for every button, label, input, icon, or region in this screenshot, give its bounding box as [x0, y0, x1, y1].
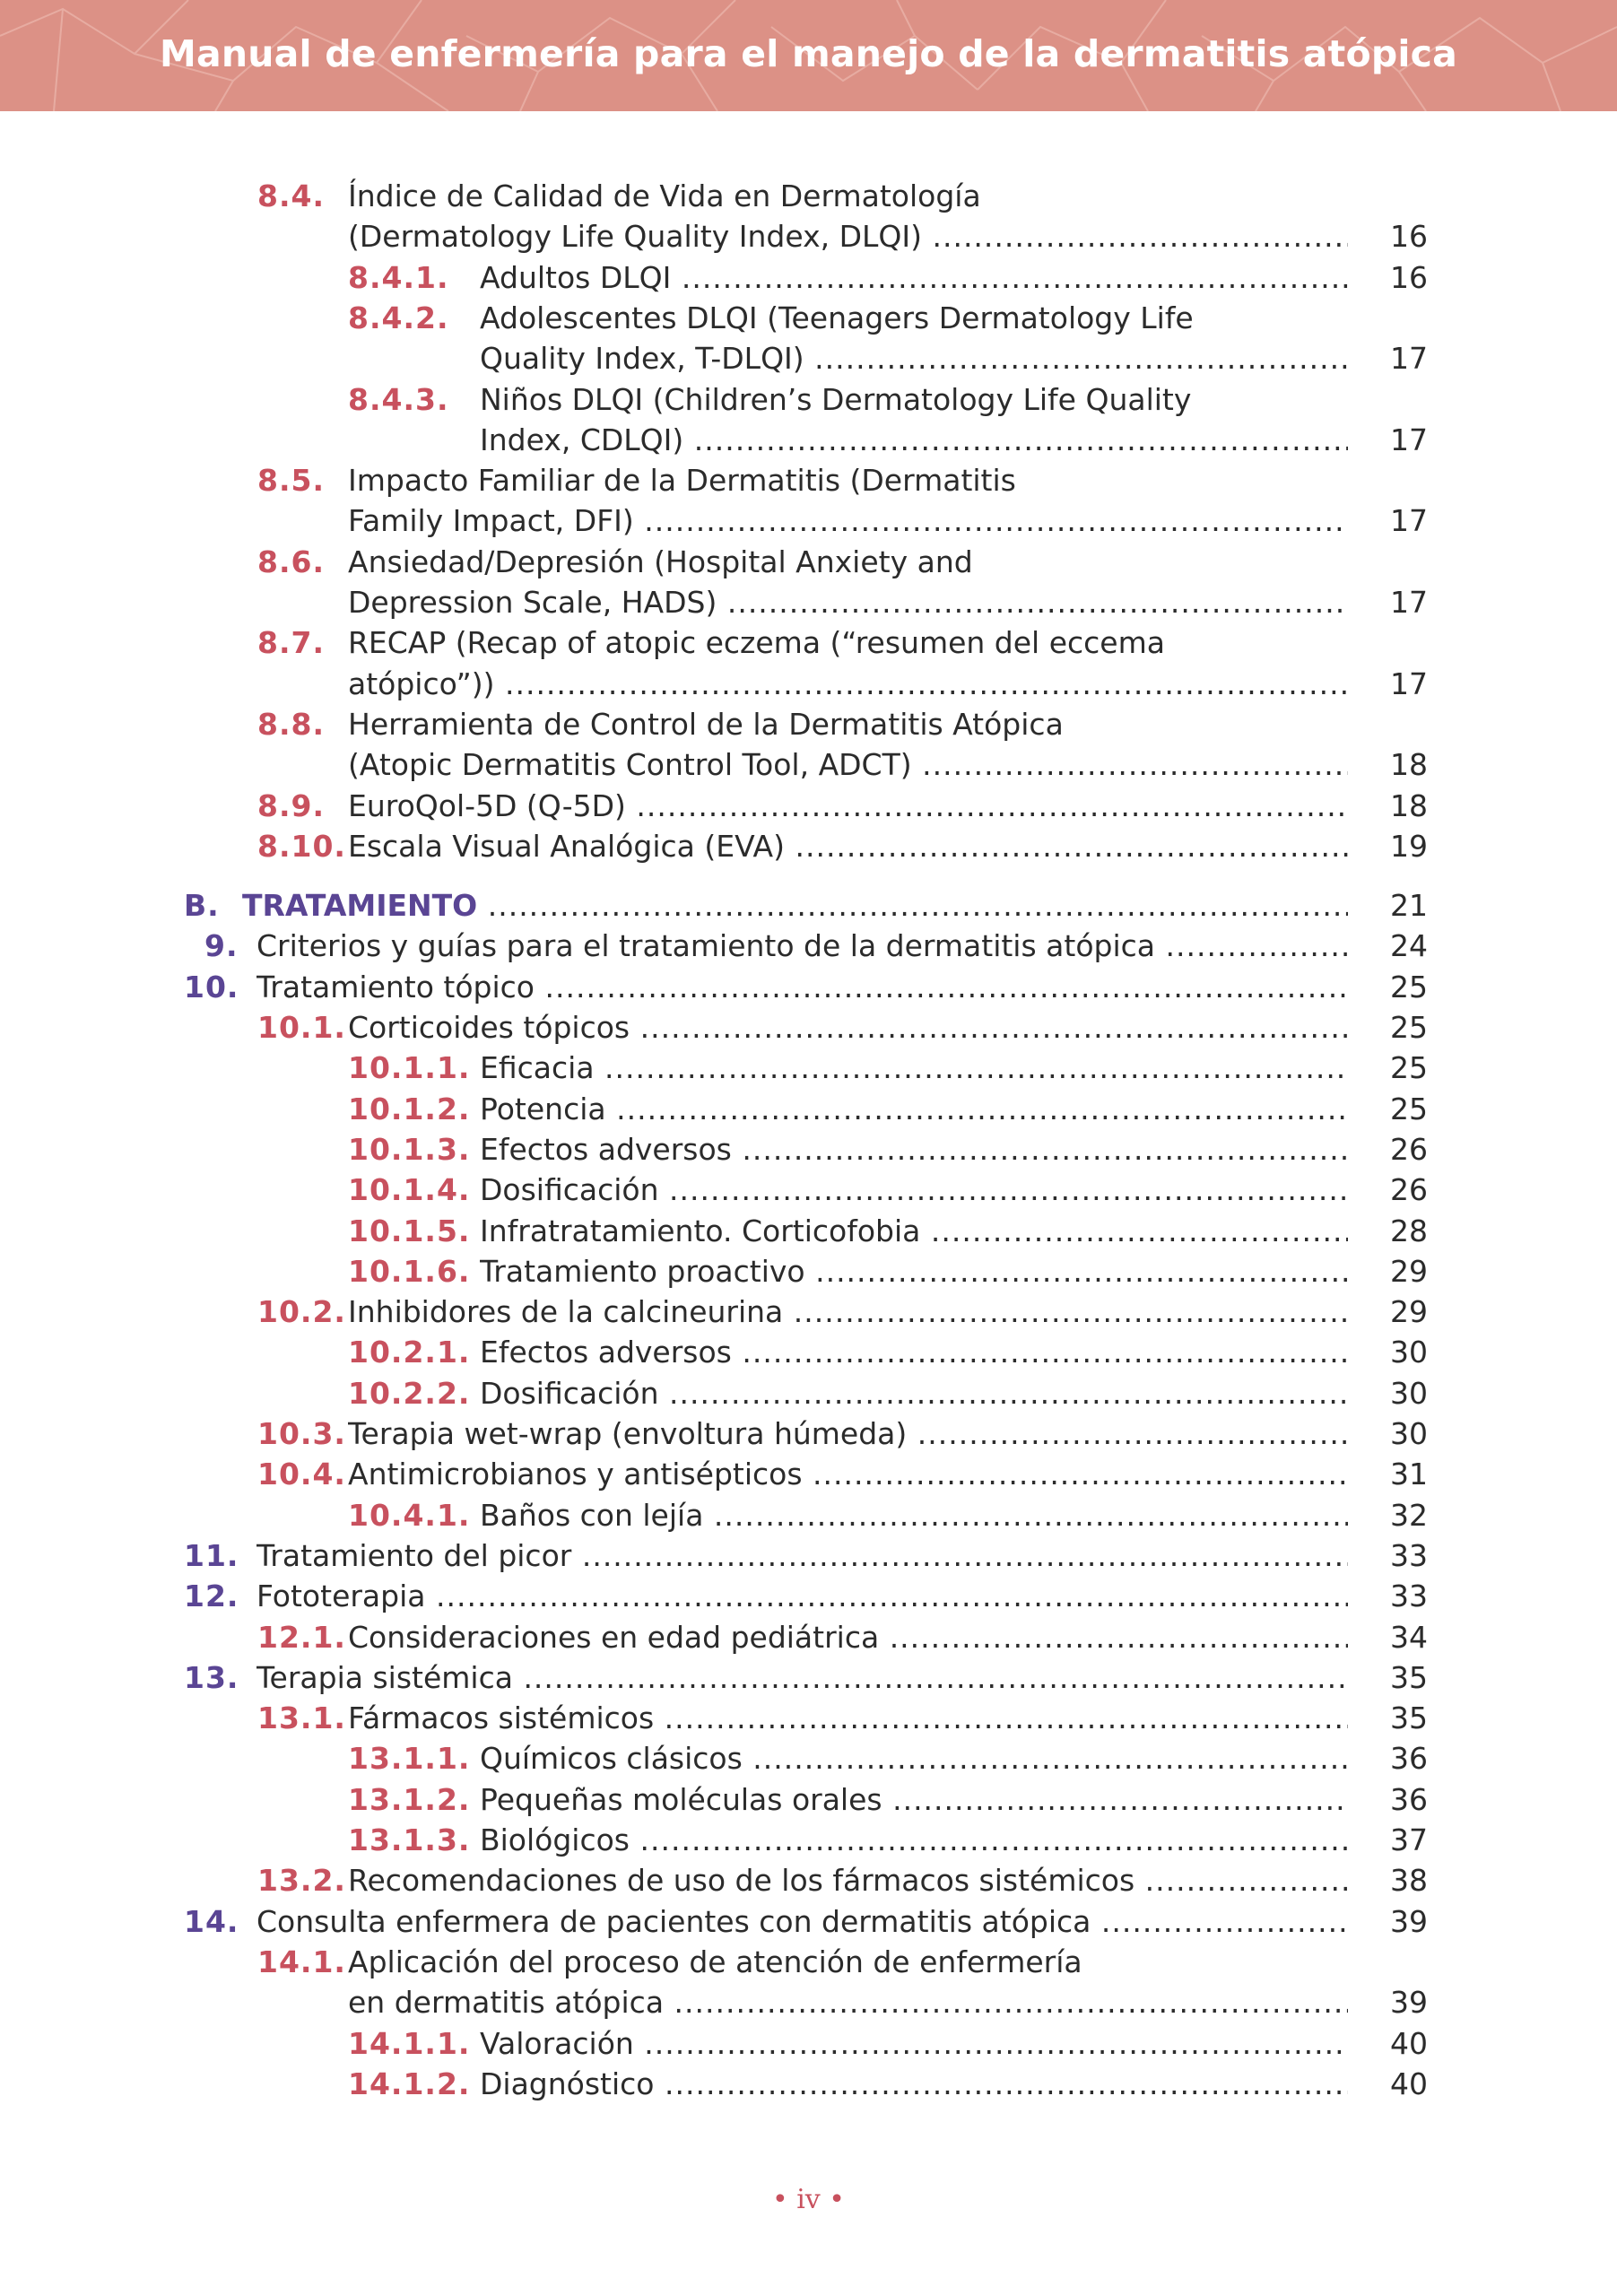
- toc-entry[interactable]: [0, 1901, 1617, 1943]
- toc-entry-number: 10.4.1.: [348, 1497, 471, 1533]
- toc-page-number: 17: [1390, 422, 1428, 457]
- toc-entry-number: 8.7.: [257, 625, 325, 661]
- toc-entry-label: Inhibidores de la calcineurina: [348, 1294, 784, 1330]
- toc-entry[interactable]: [0, 298, 1617, 339]
- toc-entry[interactable]: [0, 1211, 1617, 1252]
- toc-page-number: 17: [1390, 585, 1428, 620]
- toc-entry[interactable]: [0, 1495, 1617, 1536]
- toc-entry-number: 8.4.2.: [348, 300, 449, 335]
- toc-entry[interactable]: [0, 1373, 1617, 1414]
- toc-entry[interactable]: [0, 1657, 1617, 1699]
- toc-entry-number: 13.1.1.: [348, 1741, 471, 1777]
- toc-page-number: 31: [1390, 1457, 1428, 1492]
- toc-entry[interactable]: [0, 1779, 1617, 1821]
- toc-entry[interactable]: [0, 460, 1617, 501]
- toc-entry-label: Corticoides tópicos: [348, 1010, 630, 1045]
- toc-entry-number: 8.8.: [257, 706, 325, 742]
- toc-entry[interactable]: [0, 744, 1617, 786]
- toc-entry-label: Tratamiento del picor: [256, 1537, 572, 1573]
- toc-entry-label: Adultos DLQI: [480, 259, 672, 295]
- toc-entry[interactable]: [0, 1007, 1617, 1048]
- toc-page-number: 30: [1390, 1416, 1428, 1451]
- toc-entry-number: 10.1.3.: [348, 1131, 471, 1167]
- toc-entry-text: [348, 744, 1348, 786]
- toc-entry[interactable]: [0, 420, 1617, 461]
- toc-page-number: 25: [1390, 1050, 1428, 1086]
- toc-entry-text: [348, 542, 973, 583]
- toc-entry-number: 10.: [184, 969, 239, 1004]
- toc-page-number: 35: [1390, 1700, 1428, 1736]
- toc-entry[interactable]: [0, 1738, 1617, 1779]
- toc-entry[interactable]: [0, 704, 1617, 745]
- toc-entry-text: [348, 704, 1064, 745]
- toc-entry-text: [348, 664, 1348, 705]
- toc-entry-number: 14.1.1.: [348, 2025, 471, 2061]
- toc-page-number: 29: [1390, 1294, 1428, 1330]
- toc-entry-label: Family Impact, DFI): [348, 503, 634, 539]
- toc-page-number: 17: [1390, 503, 1428, 539]
- toc-entry[interactable]: [0, 1292, 1617, 1333]
- toc-entry-text: [480, 1251, 1348, 1292]
- toc-entry-label: Depression Scale, HADS): [348, 585, 717, 620]
- toc-entry-number: 10.1.: [257, 1010, 346, 1045]
- toc-entry[interactable]: [0, 1820, 1617, 1861]
- toc-entry-number: 14.1.: [257, 1944, 346, 1979]
- toc-entry[interactable]: [0, 542, 1617, 583]
- toc-entry[interactable]: [0, 257, 1617, 299]
- toc-page-number: 17: [1390, 665, 1428, 701]
- toc-entry[interactable]: [0, 176, 1617, 217]
- toc-section-title: [242, 885, 1348, 926]
- toc-entry-label: Biológicos: [480, 1822, 630, 1857]
- toc-entry[interactable]: [0, 1576, 1617, 1617]
- toc-entry-text: [348, 1007, 1348, 1048]
- toc-entry[interactable]: [0, 1413, 1617, 1455]
- toc-entry-number: 14.: [184, 1903, 239, 1939]
- toc-entry-text: [480, 1048, 1348, 1089]
- toc-entry[interactable]: [0, 1089, 1617, 1130]
- toc-page-number: 24: [1390, 928, 1428, 964]
- toc-entry-text: [348, 622, 1165, 664]
- toc-entry-text: [348, 1860, 1348, 1901]
- toc-entry-label: Diagnóstico: [480, 2066, 655, 2101]
- toc-entry-number: 10.2.2.: [348, 1375, 471, 1411]
- toc-page-number: 28: [1390, 1213, 1428, 1248]
- toc-entry-text: [480, 1170, 1348, 1211]
- toc-entry[interactable]: [0, 1982, 1617, 2023]
- toc-entry-label: Niños DLQI (Children’s Dermatology Life Quality: [480, 381, 1192, 417]
- toc-entry-label: Pequeñas moléculas orales: [480, 1781, 882, 1817]
- header-title: Manual de enfermería para el manejo de la dermatitis atópica: [159, 32, 1458, 75]
- toc-entry-text: [480, 420, 1348, 461]
- toc-entry-label: Valoración: [480, 2025, 634, 2061]
- toc-entry-number: 10.1.2.: [348, 1091, 471, 1126]
- toc-page-number: 40: [1390, 2025, 1428, 2061]
- toc-entry-number: 10.4.: [257, 1457, 346, 1492]
- toc-entry[interactable]: [0, 2023, 1617, 2065]
- toc-entry[interactable]: [0, 216, 1617, 257]
- toc-entry-text: [480, 1089, 1348, 1130]
- toc-entry-number: B.: [184, 888, 220, 924]
- toc-entry-number: 12.: [184, 1578, 239, 1614]
- toc-entry[interactable]: [0, 1129, 1617, 1170]
- toc-entry[interactable]: [0, 582, 1617, 623]
- toc-entry-label: Eficacia: [480, 1050, 595, 1086]
- toc-entry[interactable]: [0, 1942, 1617, 1983]
- toc-entry-label: Fototerapia: [256, 1578, 426, 1614]
- toc-entry-text: [256, 926, 1348, 967]
- toc-entry-label: Index, CDLQI): [480, 422, 684, 457]
- toc-entry-label: Terapia wet-wrap (envoltura húmeda): [348, 1416, 908, 1451]
- toc-page-number: 36: [1390, 1741, 1428, 1777]
- toc-entry-label: Adolescentes DLQI (Teenagers Dermatology Life: [480, 300, 1194, 335]
- toc-entry-number: 8.4.1.: [348, 259, 449, 295]
- toc-page-number: 21: [1390, 888, 1428, 924]
- toc-page-number: 30: [1390, 1335, 1428, 1370]
- toc-entry[interactable]: [0, 885, 1617, 926]
- toc-page-number: 16: [1390, 259, 1428, 295]
- toc-entry-label: (Dermatology Life Quality Index, DLQI): [348, 219, 922, 255]
- toc-page-number: 39: [1390, 1903, 1428, 1939]
- toc-entry[interactable]: [0, 338, 1617, 379]
- toc-entry-label: Efectos adversos: [480, 1335, 732, 1370]
- toc-entry-label: Impacto Familiar de la Dermatitis (Dermatitis: [348, 463, 1016, 499]
- toc-entry-number: 13.1.3.: [348, 1822, 471, 1857]
- toc-entry-text: [480, 1332, 1348, 1373]
- toc-entry-number: 8.6.: [257, 544, 325, 579]
- toc-page-number: 25: [1390, 1010, 1428, 1045]
- toc-entry-label: (Atopic Dermatitis Control Tool, ADCT): [348, 747, 912, 783]
- toc-page-number: 26: [1390, 1131, 1428, 1167]
- toc-entry-label: Tratamiento tópico: [256, 969, 535, 1004]
- toc-entry-text: [480, 298, 1194, 339]
- toc-entry-number: 11.: [184, 1537, 239, 1573]
- toc-entry-label: Químicos clásicos: [480, 1741, 743, 1777]
- toc-entry-number: 13.: [184, 1659, 239, 1695]
- toc-entry[interactable]: [0, 786, 1617, 827]
- toc-entry[interactable]: [0, 2064, 1617, 2105]
- toc-entry[interactable]: [0, 967, 1617, 1008]
- toc-entry-label: Ansiedad/Depresión (Hospital Anxiety and: [348, 544, 973, 579]
- toc-entry-number: 14.1.2.: [348, 2066, 471, 2101]
- toc-page-number: 33: [1390, 1537, 1428, 1573]
- toc-entry-text: [348, 786, 1348, 827]
- toc-page-number: 16: [1390, 219, 1428, 255]
- toc-entry-text: [480, 2064, 1348, 2105]
- toc-entry-label: Tratamiento proactivo: [480, 1253, 805, 1289]
- toc-entry-text: [480, 379, 1191, 421]
- toc-entry-label: Dosificación: [480, 1375, 659, 1411]
- toc-entry-number: 13.2.: [257, 1863, 346, 1899]
- toc-entry-text: [256, 1657, 1348, 1699]
- toc-entry-number: 8.9.: [257, 787, 325, 823]
- toc-entry-label: Antimicrobianos y antisépticos: [348, 1457, 803, 1492]
- toc-entry-number: 8.4.3.: [348, 381, 449, 417]
- toc-entry-text: [256, 1576, 1348, 1617]
- toc-entry-label: atópico”)): [348, 665, 495, 701]
- toc-entry-text: [348, 582, 1348, 623]
- toc-entry-text: [256, 967, 1348, 1008]
- toc-entry-number: 9.: [204, 928, 239, 964]
- toc-entry[interactable]: [0, 1170, 1617, 1211]
- toc-entry-text: [480, 2023, 1348, 2065]
- toc-page-number: 18: [1390, 787, 1428, 823]
- toc-entry-text: [348, 1617, 1348, 1658]
- toc-entry[interactable]: [0, 622, 1617, 664]
- toc-entry-text: [348, 216, 1348, 257]
- toc-entry-text: [348, 1698, 1348, 1739]
- toc-entry[interactable]: [0, 379, 1617, 421]
- toc-page-number: 38: [1390, 1863, 1428, 1899]
- toc-entry-text: [480, 1211, 1348, 1252]
- toc-page-number: 35: [1390, 1659, 1428, 1695]
- toc-entry-number: 10.1.4.: [348, 1172, 471, 1208]
- toc-entry-label: EuroQol-5D (Q-5D): [348, 787, 626, 823]
- toc-entry[interactable]: [0, 1617, 1617, 1658]
- toc-entry-label: Consulta enfermera de pacientes con dermatitis atópica: [256, 1903, 1091, 1939]
- toc-entry-text: [256, 1901, 1348, 1943]
- toc-entry-number: 8.4.: [257, 178, 325, 213]
- toc-page-number: 34: [1390, 1619, 1428, 1655]
- toc-page-number: 19: [1390, 828, 1428, 864]
- toc-entry[interactable]: [0, 1454, 1617, 1495]
- toc-page-number: 29: [1390, 1253, 1428, 1289]
- toc-entry-number: 10.1.1.: [348, 1050, 471, 1086]
- toc-entry-text: [480, 338, 1348, 379]
- toc-entry-label: Aplicación del proceso de atención de enfermería: [348, 1944, 1082, 1979]
- toc-entry-text: [348, 176, 981, 217]
- toc-entry-text: [480, 1738, 1348, 1779]
- toc-entry-text: [348, 1413, 1348, 1455]
- toc-entry-number: 10.3.: [257, 1416, 346, 1451]
- toc-page-number: 39: [1390, 1985, 1428, 2021]
- toc-entry-label: Terapia sistémica: [256, 1659, 513, 1695]
- toc-entry-label: Baños con lejía: [480, 1497, 704, 1533]
- toc-page-number: 33: [1390, 1578, 1428, 1614]
- toc-entry-label: Infratratamiento. Corticofobia: [480, 1213, 921, 1248]
- toc-page-number: 32: [1390, 1497, 1428, 1533]
- toc-entry-number: 12.1.: [257, 1619, 346, 1655]
- toc-entry-number: 10.2.: [257, 1294, 346, 1330]
- toc-entry-label: TRATAMIENTO: [242, 888, 478, 924]
- toc-entry[interactable]: [0, 1535, 1617, 1577]
- toc-entry[interactable]: [0, 1698, 1617, 1739]
- toc-entry-number: 13.1.: [257, 1700, 346, 1736]
- toc-entry-label: en dermatitis atópica: [348, 1985, 665, 2021]
- toc-entry-number: 8.5.: [257, 463, 325, 499]
- toc-page-number: 17: [1390, 341, 1428, 377]
- toc-entry-label: Índice de Calidad de Vida en Dermatología: [348, 178, 981, 213]
- toc-entry-label: RECAP (Recap of atopic eczema (“resumen del eccema: [348, 625, 1165, 661]
- toc-entry[interactable]: [0, 926, 1617, 967]
- toc-entry-text: [348, 826, 1348, 867]
- toc-entry[interactable]: [0, 1860, 1617, 1901]
- toc-entry-text: [348, 1454, 1348, 1495]
- toc-page-number: 25: [1390, 969, 1428, 1004]
- toc-entry-text: [480, 1129, 1348, 1170]
- toc-entry-text: [348, 1292, 1348, 1333]
- toc-entry-text: [480, 257, 1348, 299]
- toc-entry-number: 8.10.: [257, 828, 346, 864]
- toc-page-number: 36: [1390, 1781, 1428, 1817]
- toc-page-number: 18: [1390, 747, 1428, 783]
- toc-entry-text: [348, 460, 1016, 501]
- toc-entry-label: Recomendaciones de uso de los fármacos sistémicos: [348, 1863, 1135, 1899]
- toc-page-number: 40: [1390, 2066, 1428, 2101]
- toc-entry-label: Dosificación: [480, 1172, 659, 1208]
- toc-entry-label: Criterios y guías para el tratamiento de la dermatitis atópica: [256, 928, 1155, 964]
- toc-entry-label: Efectos adversos: [480, 1131, 732, 1167]
- toc-entry-number: 10.1.5.: [348, 1213, 471, 1248]
- toc-page-number: 30: [1390, 1375, 1428, 1411]
- toc-entry[interactable]: [0, 826, 1617, 867]
- toc-entry[interactable]: [0, 1251, 1617, 1292]
- page-number: • iv •: [771, 2184, 845, 2215]
- toc-entry-text: [348, 1982, 1348, 2023]
- toc-entry-label: Quality Index, T-DLQI): [480, 341, 804, 377]
- toc-entry-label: Herramienta de Control de la Dermatitis Atópica: [348, 706, 1064, 742]
- toc-entry-text: [348, 1942, 1082, 1983]
- toc-entry-text: [480, 1495, 1348, 1536]
- toc-page-number: 37: [1390, 1822, 1428, 1857]
- toc-entry-text: [480, 1373, 1348, 1414]
- toc-entry[interactable]: [0, 1332, 1617, 1373]
- toc-entry-text: [256, 1535, 1348, 1577]
- toc-page-number: 26: [1390, 1172, 1428, 1208]
- toc-page-number: 25: [1390, 1091, 1428, 1126]
- toc-entry-label: Potencia: [480, 1091, 606, 1126]
- toc-entry[interactable]: [0, 664, 1617, 705]
- toc-entry[interactable]: [0, 500, 1617, 542]
- toc-entry-number: 13.1.2.: [348, 1781, 471, 1817]
- toc-entry-label: Fármacos sistémicos: [348, 1700, 655, 1736]
- toc-entry[interactable]: [0, 1048, 1617, 1089]
- toc-entry-label: Consideraciones en edad pediátrica: [348, 1619, 880, 1655]
- toc-entry-label: Escala Visual Analógica (EVA): [348, 828, 785, 864]
- toc-entry-number: 10.2.1.: [348, 1335, 471, 1370]
- toc-entry-text: [480, 1779, 1348, 1821]
- toc-entry-text: [348, 500, 1348, 542]
- toc-entry-number: 10.1.6.: [348, 1253, 471, 1289]
- toc-entry-text: [480, 1820, 1348, 1861]
